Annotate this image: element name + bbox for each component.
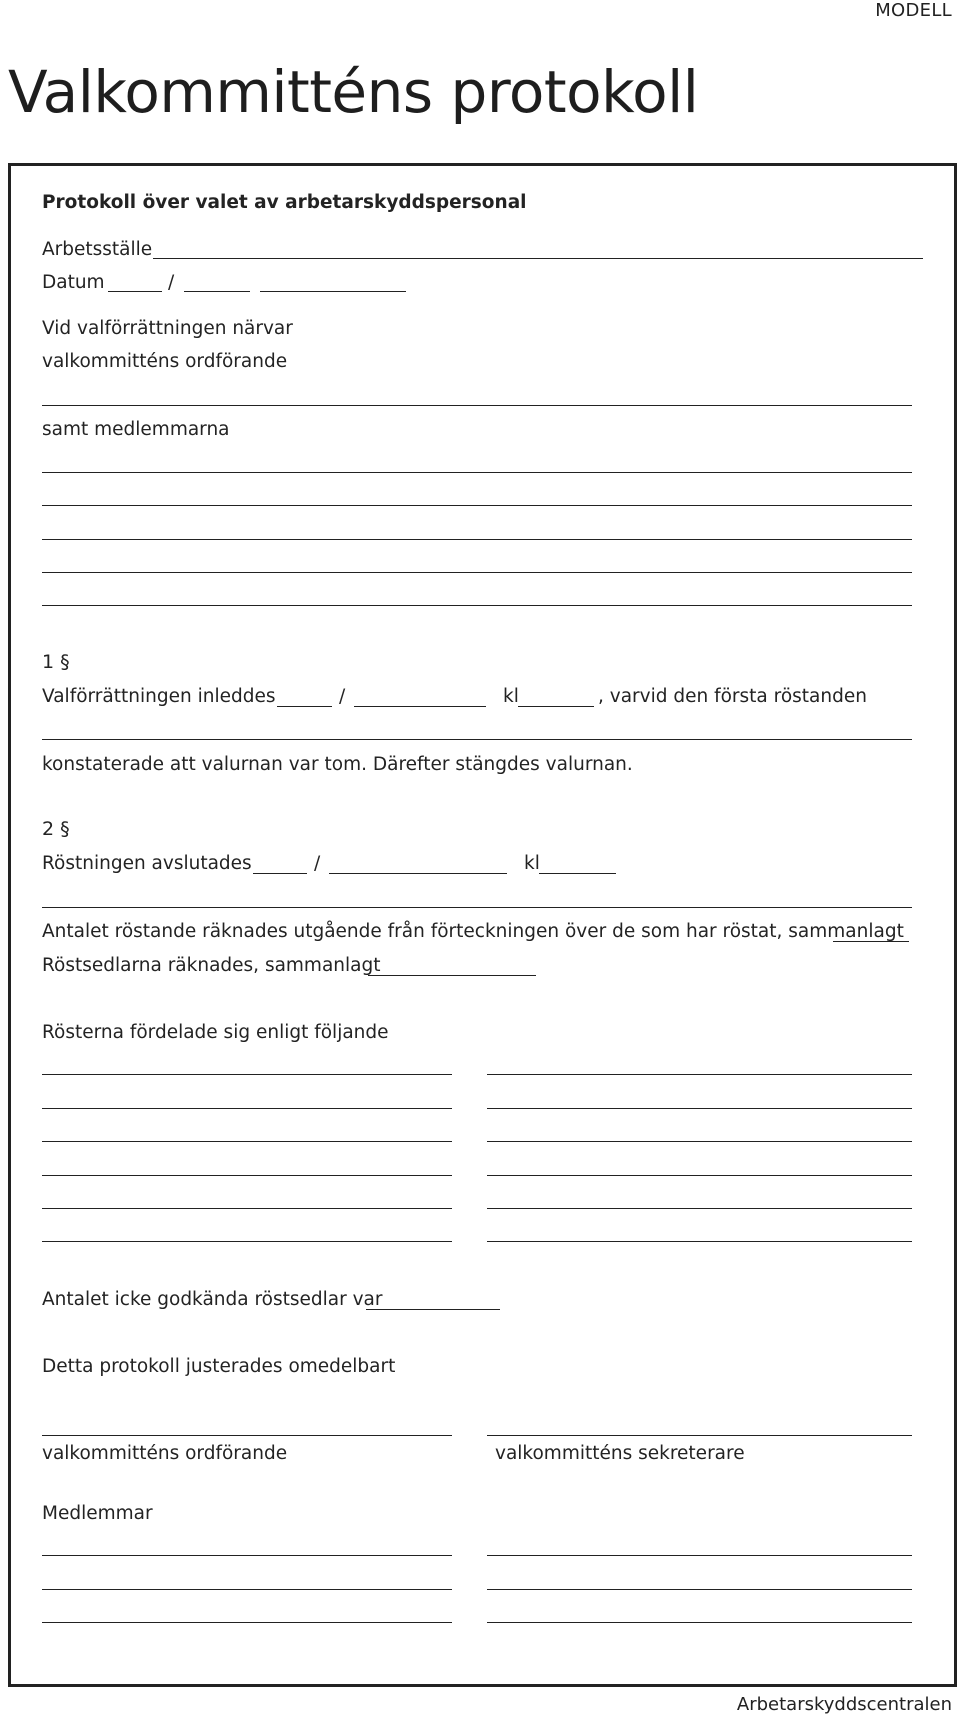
member-field-5[interactable] <box>42 605 912 606</box>
closed-label: Röstningen avslutades <box>42 853 252 874</box>
present-label-1: Vid valförrättningen närvar <box>42 318 293 339</box>
section-2-label: 2 § <box>42 818 70 840</box>
datum-month-field[interactable] <box>184 291 250 292</box>
distribution-right-3[interactable] <box>487 1141 912 1142</box>
count-ballots-field[interactable] <box>368 975 536 976</box>
datum-year-field[interactable] <box>260 291 406 292</box>
opened-kl-label: kl <box>503 686 519 707</box>
opened-label: Valförrättningen inleddes <box>42 686 276 707</box>
closed-month-field[interactable] <box>329 873 507 874</box>
distribution-left-6[interactable] <box>42 1241 452 1242</box>
members-label: samt medlemmarna <box>42 419 230 440</box>
invalid-label: Antalet icke godkända röstsedlar var <box>42 1289 383 1310</box>
datum-label: Datum <box>42 272 105 293</box>
opened-month-field[interactable] <box>354 706 486 707</box>
distribution-left-1[interactable] <box>42 1074 452 1075</box>
first-voter-label: , varvid den första röstanden <box>598 686 867 707</box>
closed-kl-label: kl <box>524 853 540 874</box>
members-signature-label: Medlemmar <box>42 1503 153 1524</box>
closed-day-field[interactable] <box>253 873 307 874</box>
first-voter-field[interactable] <box>42 739 912 740</box>
closed-time-field[interactable] <box>539 873 616 874</box>
count-voters-label: Antalet röstande räknades utgående från förteckningen över de som har röstat, sammanlagt <box>42 921 904 942</box>
secretary-signature-label: valkommitténs sekreterare <box>495 1443 745 1464</box>
opened-day-field[interactable] <box>277 706 332 707</box>
count-ballots-label: Röstsedlarna räknades, sammanlagt <box>42 955 381 976</box>
page-title: Valkommitténs protokoll <box>8 58 699 126</box>
arbetsstalle-label: Arbetsställe <box>42 239 153 260</box>
distribution-left-3[interactable] <box>42 1141 452 1142</box>
closed-slash: / <box>314 853 321 874</box>
member-field-4[interactable] <box>42 572 912 573</box>
member-field-2[interactable] <box>42 505 912 506</box>
distribution-left-2[interactable] <box>42 1108 452 1109</box>
chair-signature-field[interactable] <box>42 1435 452 1436</box>
closed-extra-field[interactable] <box>42 907 912 908</box>
chair-name-field[interactable] <box>42 405 912 406</box>
member-signature-left-3[interactable] <box>42 1622 452 1623</box>
distribution-right-5[interactable] <box>487 1208 912 1209</box>
member-signature-right-1[interactable] <box>487 1555 912 1556</box>
secretary-signature-field[interactable] <box>487 1435 912 1436</box>
distribution-right-6[interactable] <box>487 1241 912 1242</box>
invalid-field[interactable] <box>366 1309 500 1310</box>
arbetsstalle-field[interactable] <box>153 258 923 259</box>
member-signature-right-3[interactable] <box>487 1622 912 1623</box>
opened-time-field[interactable] <box>518 706 594 707</box>
urn-sentence: konstaterade att valurnan var tom. Därefter stängdes valurnan. <box>42 754 633 775</box>
adjusted-label: Detta protokoll justerades omedelbart <box>42 1356 396 1377</box>
member-field-1[interactable] <box>42 472 912 473</box>
opened-slash: / <box>339 686 346 707</box>
member-signature-left-2[interactable] <box>42 1589 452 1590</box>
distribution-right-2[interactable] <box>487 1108 912 1109</box>
distribution-left-5[interactable] <box>42 1208 452 1209</box>
distribution-right-4[interactable] <box>487 1175 912 1176</box>
member-signature-right-2[interactable] <box>487 1589 912 1590</box>
chair-signature-label: valkommitténs ordförande <box>42 1443 288 1464</box>
member-field-3[interactable] <box>42 539 912 540</box>
distribution-left-4[interactable] <box>42 1175 452 1176</box>
datum-day-field[interactable] <box>108 291 162 292</box>
member-signature-left-1[interactable] <box>42 1555 452 1556</box>
model-label: MODELL <box>875 0 952 21</box>
section-1-label: 1 § <box>42 651 70 673</box>
distribution-right-1[interactable] <box>487 1074 912 1075</box>
distribution-label: Rösterna fördelade sig enligt följande <box>42 1022 389 1043</box>
present-label-2: valkommitténs ordförande <box>42 351 288 372</box>
form-heading: Protokoll över valet av arbetarskyddspersonal <box>42 192 527 213</box>
footer-organization: Arbetarskyddscentralen <box>736 1694 952 1715</box>
count-voters-field[interactable] <box>833 941 909 942</box>
datum-slash: / <box>168 272 175 293</box>
